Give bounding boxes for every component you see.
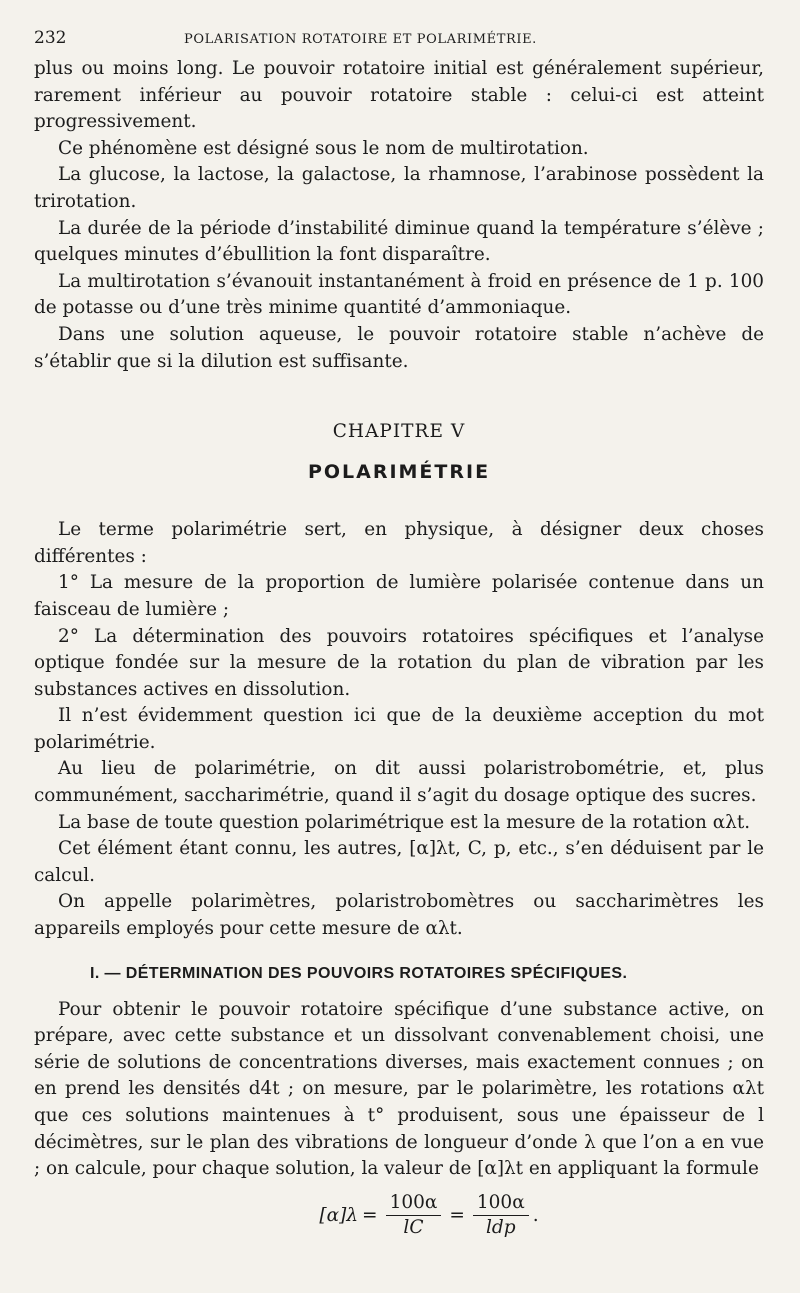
fraction — [386, 1191, 442, 1240]
paragraph: 2° La détermination des pouvoirs rotatoires spécifiques et l’analyse optique fondée sur la mesure de la rotation du plan de vibration par les substances actives en dissolution. — [34, 625, 764, 700]
paragraph: La glucose, la lactose, la galactose, la rhamnose, l’arabinose possèdent la trirotation. — [34, 164, 764, 212]
paragraph: La durée de la période d’instabilité diminue quand la température s’élève ; quelques minutes d’ébullition la font disparaître. — [34, 217, 764, 266]
section-text — [34, 997, 764, 1183]
book-page — [34, 28, 764, 1240]
chapter-number: CHAPITRE V — [332, 421, 466, 443]
formula-lhs: [α]λ — [319, 1204, 359, 1226]
denominator: lC — [403, 1216, 424, 1238]
paragraph: Il n’est évidemment question ici que de la deuxième acception du mot polarimétrie. — [34, 705, 764, 753]
paragraph: Au lieu de polarimétrie, on dit aussi polaristrobométrie, et, plus communément, saccharimétrie, quand il s’agit du dosage optique des sucres. — [34, 758, 764, 807]
paragraph: On appelle polarimètres, polaristrobomètres ou saccharimètres les appareils employés pour cette mesure de αλt. — [34, 891, 764, 940]
formula-period: . — [532, 1204, 539, 1226]
equals-sign: = — [362, 1204, 378, 1226]
page-header — [34, 28, 764, 56]
fraction — [473, 1191, 529, 1240]
running-title: POLARISATION ROTATOIRE ET POLARIMÉTRIE. — [184, 32, 537, 47]
denominator: ldp — [485, 1216, 516, 1238]
formula — [34, 1191, 764, 1240]
page-number: 232 — [34, 28, 67, 48]
chapter-text — [34, 517, 764, 943]
numerator: 100α — [386, 1191, 442, 1216]
equals-sign: = — [449, 1204, 465, 1226]
paragraph: Cet élément étant connu, les autres, [α]λt, C, p, etc., s’en déduisent par le calcul. — [34, 838, 764, 886]
numerator: 100α — [473, 1191, 529, 1216]
paragraph: La multirotation s’évanouit instantanément à froid en présence de 1 p. 100 de potasse ou d’une très minime quantité d’ammoniaque. — [34, 270, 764, 319]
paragraph: plus ou moins long. Le pouvoir rotatoire initial est généralement supérieur, rarement inférieur au pouvoir rotatoire stable : celui-ci est atteint progressivement. — [34, 58, 764, 133]
paragraph: 1° La mesure de la proportion de lumière polarisée contenue dans un faisceau de lumière ; — [34, 572, 764, 620]
paragraph: Ce phénomène est désigné sous le nom de multirotation. — [58, 137, 589, 159]
chapter-title: POLARIMÉTRIE — [307, 461, 491, 484]
section-title: I. — DÉTERMINATION DES POUVOIRS ROTATOIRES SPÉCIFIQUES. — [90, 964, 628, 982]
paragraph: La base de toute question polarimétrique est la mesure de la rotation αλt. — [58, 811, 751, 833]
paragraph: Dans une solution aqueuse, le pouvoir rotatoire stable n’achève de s’établir que si la dilution est suffisante. — [34, 323, 764, 372]
top-text — [34, 56, 764, 375]
paragraph: Pour obtenir le pouvoir rotatoire spécifique d’une substance active, on prépare, avec cette substance et un dissolvant convenablement choisi, une série de solutions de concentrations diverses, mais exactement connues ; on en prend les densités d4t ; on mesure, par le polarimètre, les rotations αλt que ces solutions maintenues à t° produisent, sous une épaisseur de l décimètres, sur le plan des vibrations de longueur d’onde λ que l’on a en vue ; on calcule, pour chaque solution, la valeur de [α]λt en appliquant la formule — [34, 998, 764, 1180]
chapter-heading — [34, 419, 764, 485]
paragraph: Le terme polarimétrie sert, en physique, à désigner deux choses différentes : — [34, 519, 764, 567]
